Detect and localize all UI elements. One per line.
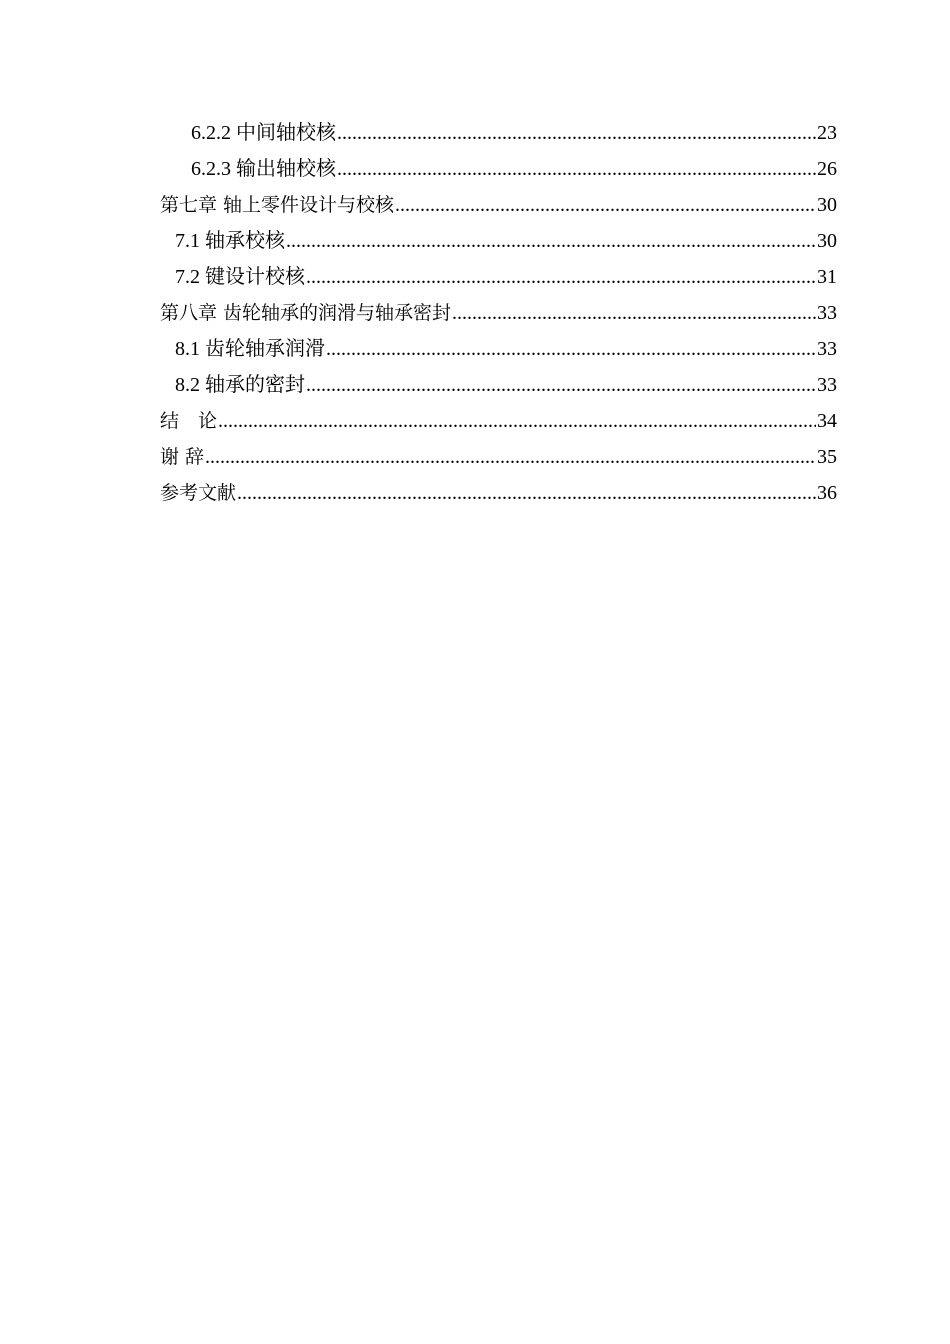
toc-page-number: 30 [817,194,837,216]
toc-entry-title: 第八章 齿轮轴承的润滑与轴承密封 [160,302,452,324]
table-of-contents [160,115,837,511]
toc-entry-title: 谢 辞 [160,446,205,468]
toc-page-number: 36 [817,482,837,504]
toc-entry-chapter-7[interactable] [160,187,837,223]
toc-dot-leader [286,223,816,259]
toc-entry-8-1[interactable] [160,331,837,367]
toc-entry-title: 7.2 键设计校核 [175,266,305,288]
toc-entry-8-2[interactable] [160,367,837,403]
toc-dot-leader [306,259,816,295]
toc-dot-leader [395,187,816,223]
toc-entry-title: 7.1 轴承校核 [175,230,285,252]
toc-entry-6-2-3[interactable] [160,151,837,187]
toc-entry-7-2[interactable] [160,259,837,295]
toc-page-number: 33 [817,302,837,324]
toc-page-number: 30 [817,230,837,252]
toc-dot-leader [237,475,816,511]
toc-dot-leader [452,295,816,331]
toc-entry-acknowledgements[interactable] [160,439,837,475]
toc-page-number: 31 [817,266,837,288]
toc-dot-leader [205,439,816,475]
toc-entry-7-1[interactable] [160,223,837,259]
toc-entry-title: 结 论 [160,410,218,432]
toc-entry-title: 参考文献 [160,482,237,504]
toc-page-number: 33 [817,338,837,360]
toc-entry-chapter-8[interactable] [160,295,837,331]
toc-entry-6-2-2[interactable] [160,115,837,151]
toc-entry-title: 6.2.2 中间轴校核 [191,122,336,144]
toc-page-number: 34 [817,410,837,432]
toc-entry-conclusion[interactable] [160,403,837,439]
toc-dot-leader [218,403,816,439]
toc-entry-title: 第七章 轴上零件设计与校核 [160,194,395,216]
toc-page-number: 23 [817,122,837,144]
toc-entry-title: 8.1 齿轮轴承润滑 [175,338,325,360]
toc-page-number: 35 [817,446,837,468]
toc-dot-leader [337,115,816,151]
toc-dot-leader [306,367,816,403]
toc-page-number: 33 [817,374,837,396]
toc-entry-title: 8.2 轴承的密封 [175,374,305,396]
toc-page-number: 26 [817,158,837,180]
toc-dot-leader [337,151,816,187]
toc-entry-references[interactable] [160,475,837,511]
toc-dot-leader [326,331,816,367]
toc-entry-title: 6.2.3 输出轴校核 [191,158,336,180]
